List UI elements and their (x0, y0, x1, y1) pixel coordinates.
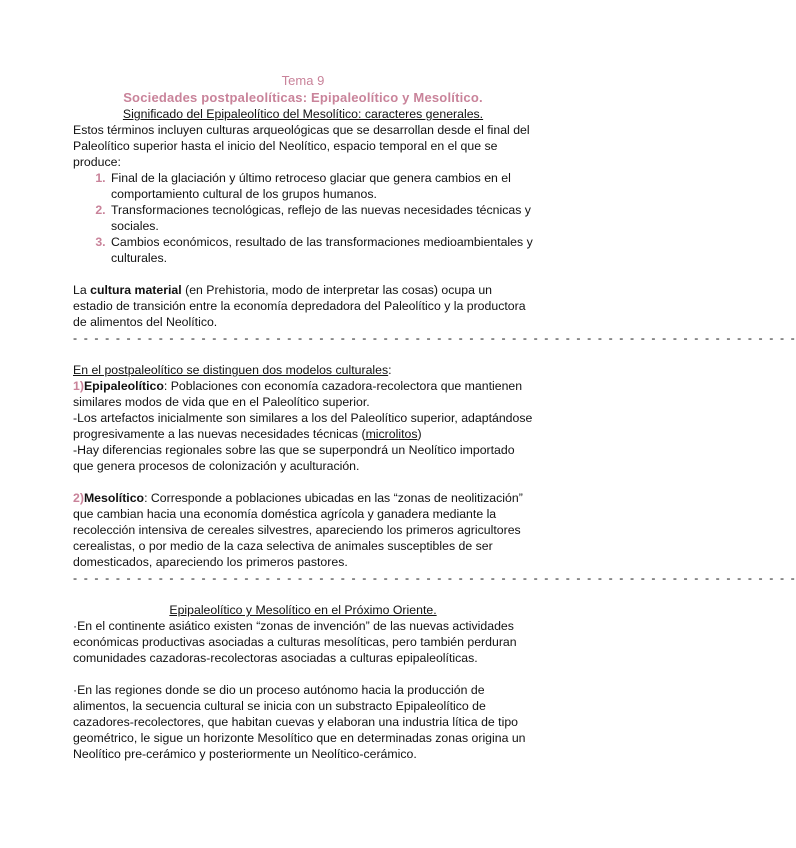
cultura-material-term: cultura material (90, 283, 182, 297)
section1-intro: Estos términos incluyen culturas arqueológicas que se desarrollan desde el final del Paleolítico superior hasta el inicio del Neolítico, espacio temporal en el que se produce: (73, 123, 530, 169)
epipaleolitico-paragraph: 1)Epipaleolítico: Poblaciones con economía cazadora-recolectora que mantienen similares modos de vida que en el Paleolítico superior. (73, 379, 523, 409)
section1-subtitle: Significado del Epipaleolítico del Mesolítico: caracteres generales. (122, 107, 484, 121)
section3-paragraph-1: ·En el continente asiático existen “zonas de invención” de las nuevas actividades económicas productivas asociadas a culturas mesolíticas, pero también perduran comunidades cazadoras-recolectoras asociadas a culturas epipaleolíticas. (73, 619, 517, 665)
list-item: 2. Transformaciones tecnológicas, reflejo de las nuevas necesidades técnicas y sociales. (109, 202, 533, 234)
document-page (73, 72, 796, 762)
meso-number: 2) (73, 491, 84, 505)
section3-heading: Epipaleolítico y Mesolítico en el Próximo Oriente. (169, 603, 437, 617)
page-title: Sociedades postpaleolíticas: Epipaleolítico y Mesolítico. (123, 90, 483, 105)
microlitos-term: microlitos (365, 427, 418, 441)
cultura-material-paragraph: La cultura material (en Prehistoria, modo de interpretar las cosas) ocupa un estadio de transición entre la economía depredadora del Paleolítico y la productora de alimentos del Neolítico. (73, 283, 526, 329)
epi-number: 1) (73, 379, 84, 393)
changes-list (73, 170, 533, 266)
dashed-separator: - - - - - - - - - - - - - - - - - - - - - - - - - - - - - - - - - - - - - - - - - - - - - - - - - - - - - - - - - - - - - - - - - - - - (73, 331, 796, 345)
epi-artefactos-paragraph: -Los artefactos inicialmente son similares a los del Paleolítico superior, adaptándose progresivamente a las nuevas necesidades técnicas (microlitos) (73, 411, 533, 441)
mesolitico-paragraph: 2)Mesolítico: Corresponde a poblaciones ubicadas en las “zonas de neolitización” que cambian hacia una economía doméstica agrícola y ganadera mediante la recolección intensiva de cereales silvestres, apareciendo los primeros agricultores cerealistas, o por medio de la caza selectiva de animales susceptibles de ser domesticados, apareciendo los primeros pastores. (73, 491, 523, 569)
epi-diferencias-paragraph: -Hay diferencias regionales sobre las que se superpondrá un Neolítico importado que genera procesos de colonización y aculturación. (73, 443, 515, 473)
list-item: 1. Final de la glaciación y último retroceso glaciar que genera cambios en el comportamiento cultural de los grupos humanos. (109, 170, 533, 202)
section3-paragraph-2: ·En las regiones donde se dio un proceso autónomo hacia la producción de alimentos, la secuencia cultural se inicia con un substracto Epipaleolítico de cazadores-recolectores, que habitan cuevas y elaboran una industria lítica de tipo geométrico, le sigue un horizonte Mesolítico que en determinadas zonas origina un Neolítico pre-cerámico y posteriormente un Neolítico-cerámico. (73, 683, 526, 761)
section2-heading: En el postpaleolítico se distinguen dos modelos culturales: (73, 363, 392, 377)
list-item: 3. Cambios económicos, resultado de las transformaciones medioambientales y culturales. (109, 234, 533, 266)
dashed-separator: - - - - - - - - - - - - - - - - - - - - - - - - - - - - - - - - - - - - - - - - - - - - - - - - - - - - - - - - - - - - - - - - - - - - (73, 571, 796, 585)
epi-term: Epipaleolítico (83, 379, 164, 393)
topic-number: Tema 9 (281, 73, 325, 88)
meso-term: Mesolítico (83, 491, 145, 505)
